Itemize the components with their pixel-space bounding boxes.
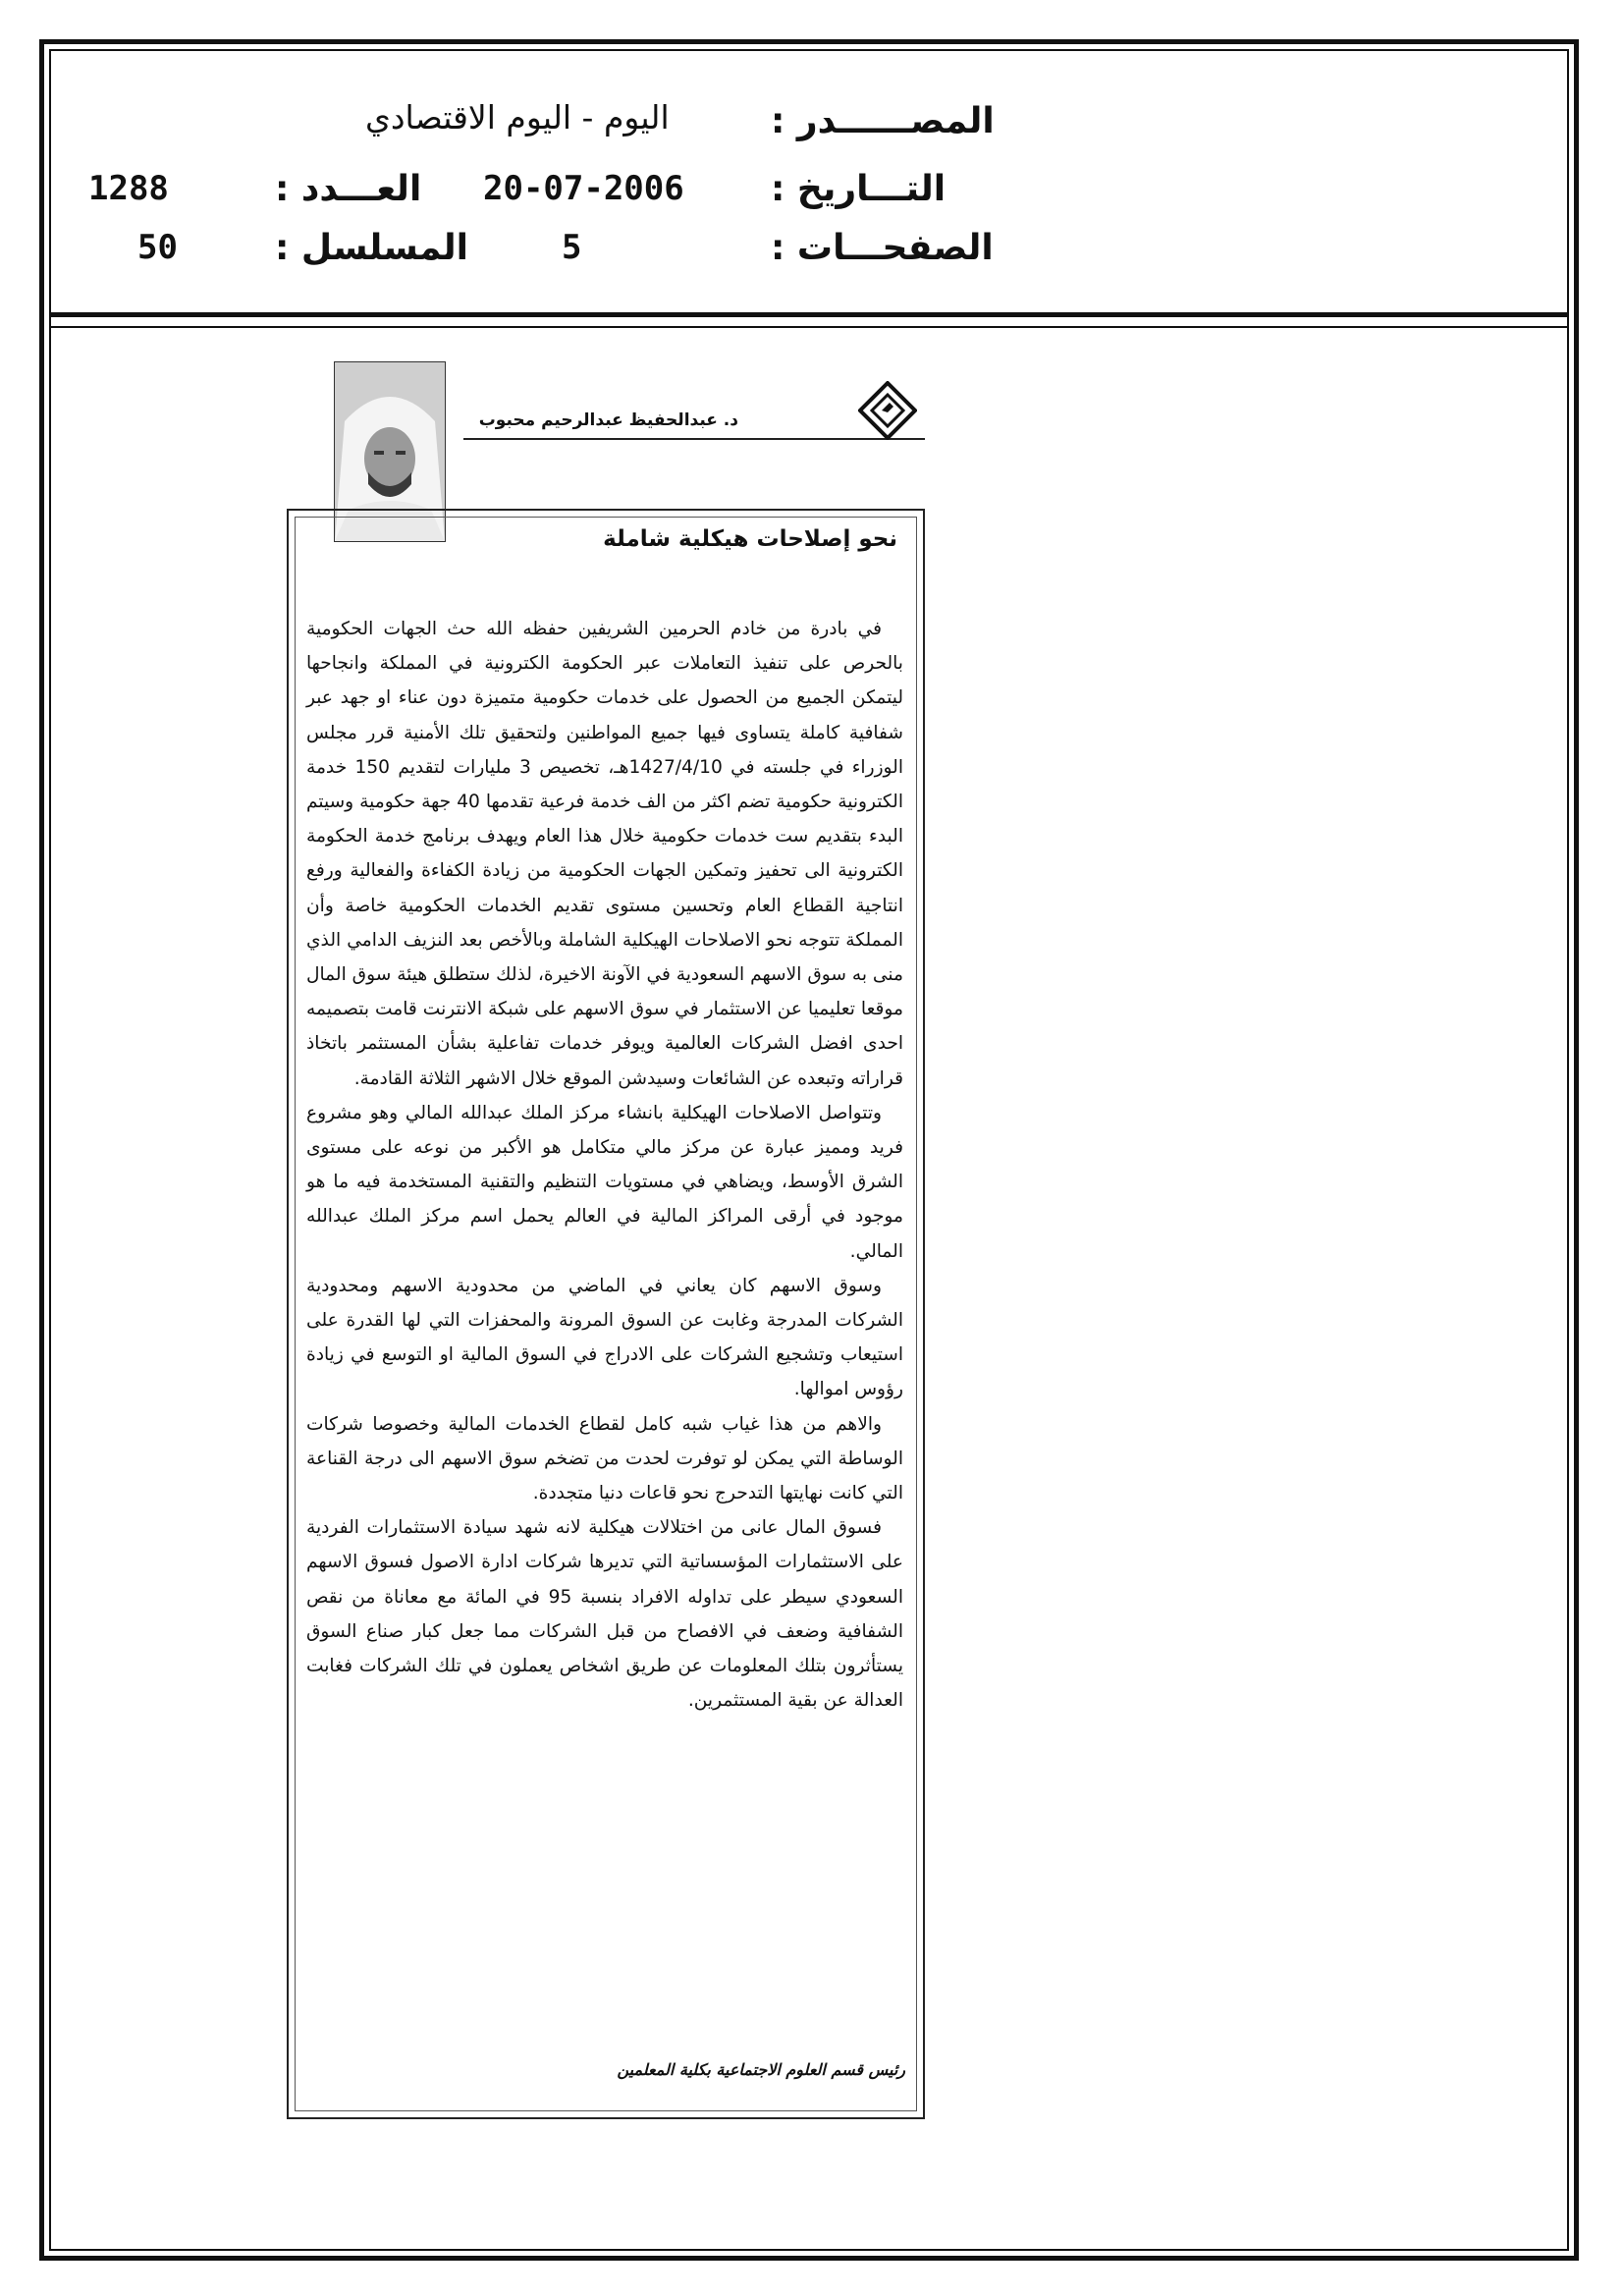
pages-value: 5 xyxy=(562,228,582,267)
newspaper-clipping xyxy=(287,361,925,2119)
date-value: 20-07-2006 xyxy=(483,169,684,208)
article-paragraph: فسوق المال عانى من اختلالات هيكلية لانه شهد سيادة الاستثمارات الفردية على الاستثمارات المؤسساتية التي تديرها شركات ادارة الاصول فسوق الاسهم السعودي سيطر على تداوله الافراد بنسبة 95 في المائة مع معاناة من نقص الشفافية وضعف في الافصاح من قبل الشركات مما جعل كبار صناع السوق يستأثرون بتلك المعلومات عن طريق اشخاص يعملون في تلك الشركات فغابت العدالة عن بقية المستثمرين. xyxy=(306,1517,903,1712)
header-divider-thin xyxy=(49,326,1569,328)
column-logo-icon xyxy=(858,381,917,440)
article-paragraph: والاهم من هذا غياب شبه كامل لقطاع الخدمات المالية وخصوصا شركات الوساطة التي يمكن لو توفرت لحدت من تضخم سوق الاسهم الى درجة القناعة التي كانت نهايتها التدحرج نحو قاعات دنيا متجددة. xyxy=(306,1413,903,1504)
date-label: التـــاريخ : xyxy=(771,169,947,209)
issue-value: 1288 xyxy=(88,169,169,208)
header-divider xyxy=(49,312,1569,317)
issue-label: العـــدد : xyxy=(275,169,422,209)
article-body xyxy=(306,612,903,1719)
pages-label: الصفحـــات : xyxy=(771,228,994,268)
article-paragraph: وسوق الاسهم كان يعاني في الماضي من محدودية الاسهم ومحدودية الشركات المدرجة وغابت عن السوق المرونة والمحفزات التي لها القدرة على استيعاب وتشجيع الشركات على الادراج في السوق المالية او التوسع في زيادة رؤوس اموالها. xyxy=(306,1275,903,1400)
author-byline: د. عبدالحفيظ عبدالرحيم محبوب xyxy=(478,410,738,430)
article-paragraph: وتتواصل الاصلاحات الهيكلية بانشاء مركز الملك عبدالله المالي وهو مشروع فريد ومميز عبارة عن مركز مالي متكامل هو الأكبر من نوعه على مستوى الشرق الأوسط، ويضاهي في مستويات التنظيم والتقنية المستخدمة فيه ما هو موجود في أرقى المراكز المالية في العالم يحمل اسم مركز الملك عبدالله المالي. xyxy=(306,1102,903,1262)
source-value: اليوم - اليوم الاقتصادي xyxy=(365,98,670,137)
article-title: نحو إصلاحات هيكلية شاملة xyxy=(603,526,897,552)
serial-label: المسلسل : xyxy=(275,228,469,268)
byline-rule xyxy=(463,438,925,440)
article-paragraph: في بادرة من خادم الحرمين الشريفين حفظه الله حث الجهات الحكومية بالحرص على تنفيذ التعاملات عبر الحكومة الكترونية في المملكة وانجاحها ليتمكن الجميع من الحصول على خدمات حكومية متميزة دون عناء او جهد عبر شفافية كاملة يتساوى فيها جميع المواطنين ولتحقيق تلك الأمنية قرر مجلس الوزراء في جلسته في 1427/4/10هـ، تخصيص 3 مليارات لتقديم 150 خدمة الكترونية حكومية تضم اكثر من الف خدمة فرعية تقدمها 40 جهة حكومية وسيتم البدء بتقديم ست خدمات حكومية خلال هذا العام ويهدف برنامج خدمة الحكومة الكترونية الى تحفيز وتمكين الجهات الحكومية من زيادة الكفاءة والفعالية ورفع انتاجية القطاع العام وتحسين مستوى تقديم الخدمات الحكومية خاصة وأن المملكة تتوجه نحو الاصلاحات الهيكلية الشاملة وبالأخص بعد النزيف الدامي الذي منى به سوق الاسهم السعودية في الآونة الاخيرة، لذلك ستطلق هيئة سوق المال موقعا تعليميا عن الاستثمار في سوق الاسهم على شبكة الانترنت قامت بتصميمه احدى افضل الشركات العالمية ويوفر خدمات تفاعلية بشأن المستثمر باتخاذ قراراته وتبعده عن الشائعات وسيدشن الموقع خلال الاشهر الثلاثة القادمة. xyxy=(306,619,904,1089)
serial-value: 50 xyxy=(137,228,178,267)
source-label: المصــــــدر : xyxy=(771,101,995,141)
author-signature-title: رئيس قسم العلوم الاجتماعية بكلية المعلمين xyxy=(617,2060,905,2079)
